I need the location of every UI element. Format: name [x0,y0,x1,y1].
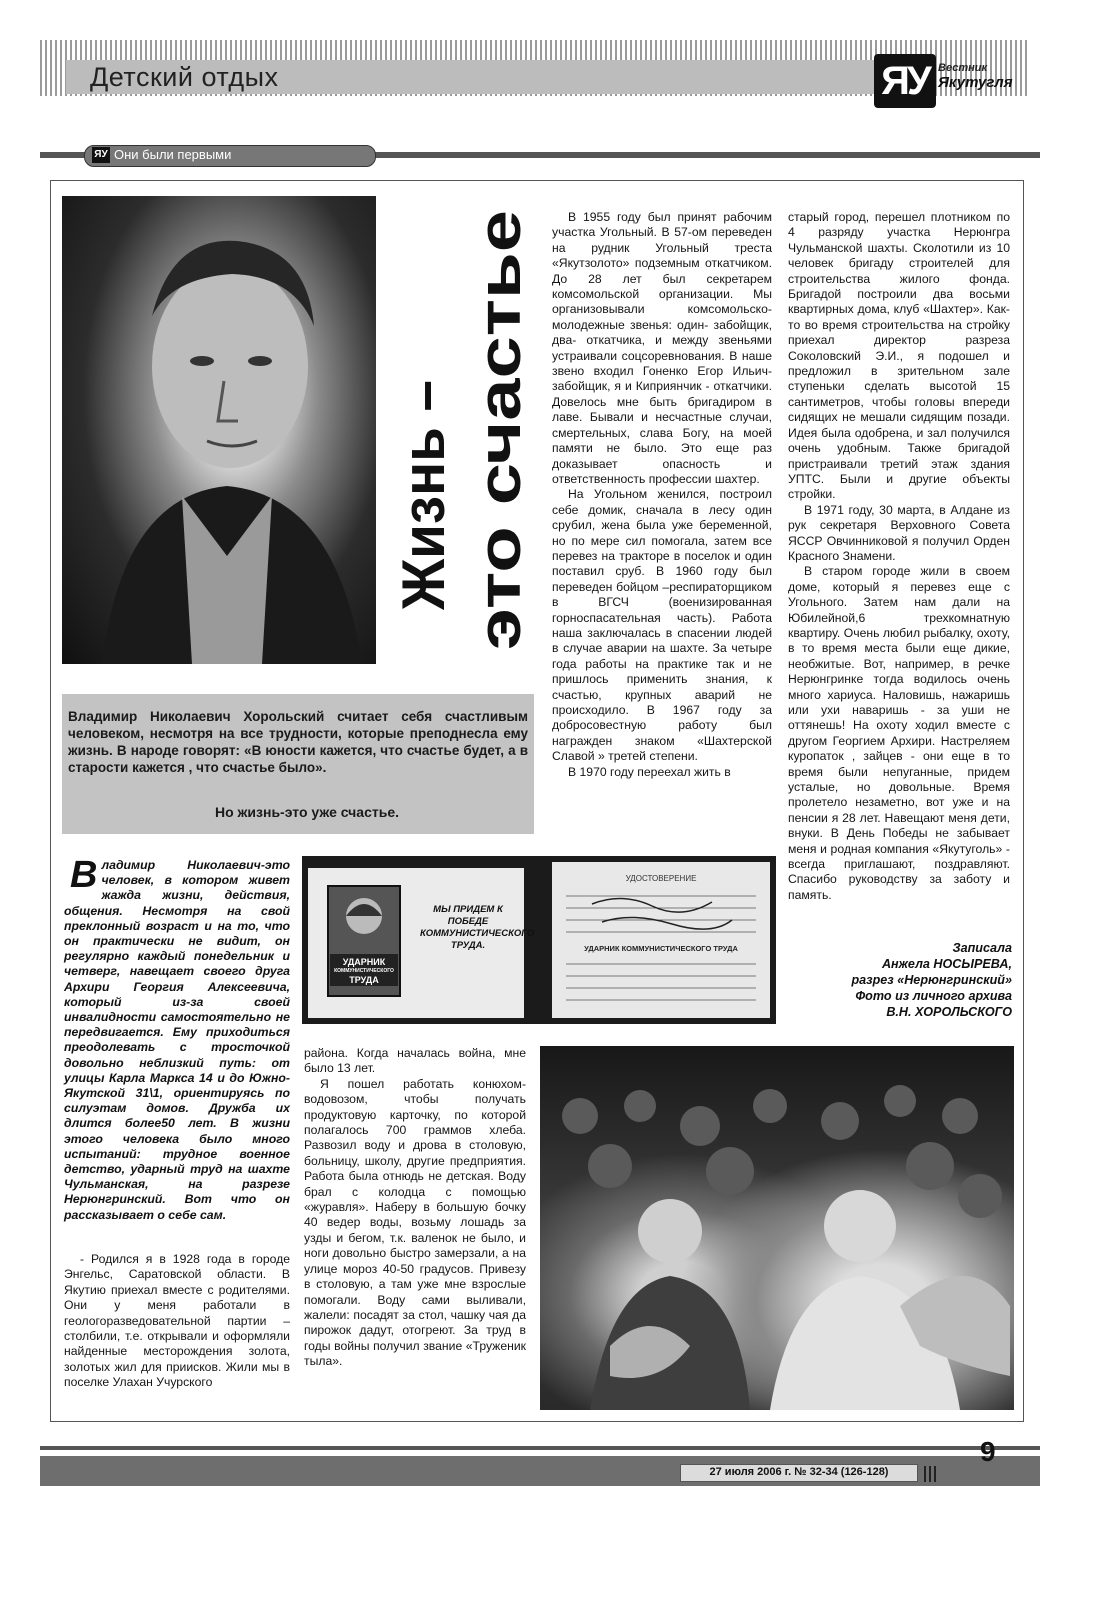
paragraph: В старом городе жили в своем доме, который я перевез еще с Угольного. Затем нам дали на Юбилейной,6 трехкомнатную квартиру. Очень любил рыбалку, охоту, в то время места были еще дикие, необжитые. Вот, например, в речке Нерюнгринке тогда водилось очень много хариуса. Наловишь, нажаришь или ухи наваришь - за уши не оттянешь! На охоту ходил вместе с другом Георгием Архири. Настреляем куропаток , зайцев - они еще в то время были непуганные, придем усталые, но довольные. Время пролетело незаметно, вот уже и на пенсии я 28 лет. Навещают меня дети, внуки. В День Победы не забывает меня и родная компания «Якутуголь» - всегда приглашают, поздравляют. Спасибо руководству за заботу и память. [788,564,1010,902]
portrait-photo [62,196,376,664]
pledge-text: МЫ ПРИДЕМ К ПОБЕДЕ КОММУНИСТИЧЕСКОГО ТРУДА. [420,904,535,951]
logo-small-icon: ЯУ [92,147,110,163]
certificate-title: УДОСТОВЕРЕНИЕ [625,874,697,883]
column-1-bottom [64,1252,290,1391]
signature-line: Записала [952,941,1012,955]
article-signature [780,940,1012,1020]
veterans-photo [540,1046,1014,1410]
intro-text: ладимир Николаевич-это человек, в котором живет жажда жизни, действия, общения. Несмотря на свой преклонный возраст и на то, что он практически не видит, он регулярно каждый понедельник и четверг, навещает своего друга Архири Георгия Алексеевича, который из-за своей инвалидности самостоятельно не передвигается. Ему приходиться преодолевать с тросточкой довольно неблизкий путь: от улицы Карла Маркса 14 и до Южно- Якутской 31\1, ориентируясь по силуэтам домов. Дружба их длится более50 лет. В жизни этого человека было много испытаний: трудное военное детство, ударный труд на шахте Чульманская, на разрезе Нерюнгринский. Вот что он рассказывает о себе сам. [64,858,290,1222]
badge-text: УДАРНИК КОММУНИСТИЧЕСКОГО ТРУДА [334,957,394,985]
paragraph: На Угольном женился, построил себе домик, сначала в лесу один срубил, жена была уже беременной, но по мере сил помогала, затем все перевез на тракторе в поселок и один поставил сруб. В 1960 году был переведен бойцом –респираторщиком в ВГСЧ (военизированная горноспасательная часть). Работа наша заключалась в спасении людей в случае аварии на шахте. За четыре года работы на практике так и не пришлось применить знания, к счастью, крупных аварий не происходило. В 1967 году за добросовестную работу был награжден знаком «Шахтерской Славой » третей степени. [552,487,772,764]
crowd-silhouettes [540,1046,1014,1410]
lead-quote-final: Но жизнь-это уже счастье. [214,804,400,820]
logo-caption-top: Вестник [938,62,988,74]
paragraph: - Родился я в 1928 года в городе Энгельс, Саратовской области. В Якутию приехал вместе с родителями. Они у меня работали в геологоразведовательной партии –столбили, т.е. открывали и оформляли найденные месторождения золота, золотых жил для приисков. Жили мы в поселке Улахан Учурского [64,1252,290,1390]
issue-date: 27 июля 2006 г. № 32-34 (126-128) [709,1466,889,1478]
paragraph: В 1971 году, 30 марта, в Алдане из рук секретаря Верховного Совета ЯССР Овчинниковой я получил Орден Красного Знамени. [788,502,1010,563]
paragraph: района. Когда началась война, мне было 13 лет. [304,1046,526,1076]
logo-caption-bottom: Якутугля [938,74,1013,91]
paragraph: Я пошел работать конюхом-водовозом, чтобы получать продуктовую карточку, по которой полагалось 700 граммов хлеба. Развозил воду и дрова в столовую, больницу, школу, другие предприятия. Работа была отнюдь не детская. Воду брал с колодца с помощью «журавля». Наберу в большую бочку 40 ведер воды, возьму лошадь за узды и бегом, т.к. валенок не было, и ноги довольно быстро замерзали, а на улице мороз 40-50 градусов. Привезу в столовую, а там уже мне взрослые помогали. Воду сами выливали, жалели: посадят за стол, чашку чая да пирожок дадут, отогреют. За труд в годы войны получил звание «Труженик тыла». [304,1076,526,1369]
dropcap: В [70,854,98,896]
paragraph: В 1955 году был принят рабочим участка Угольный. В 57-ом переведен на рудник Угольный треста «Якутзолото» подземным откатчиком. До 28 лет был секретарем комсомольской организации. Мы организовывали комсомольско-молодежные звенья: один- забойщик, два- откатчика, и между звеньями устраивали соцсоревнования. В наше звено входил Гоненко Егор Ильич-забойщик, я и Киприянчик - откатчики. Довелось мне быть бригадиром в лаве. Бывали и несчастные случаи, смертельных, слава Богу, на моей памяти не было. Это еще раз доказывает опасность и ответственность профессии шахтер. [552,210,772,486]
footer-decor-bars [924,1466,938,1482]
paragraph: старый город, перешел плотником по 4 разряду участка Нерюнгра Чульманской шахты. Сколотили из 10 человек бригаду строителей для строительства жилого фонда. Бригадой построили два восьми квартирных дома, клуб «Шахтер». Как-то во время строительства на стройку приехал директор разреза Соколовский Э.И., я подошел и предложил в зрительном зале ступеньки сделать высотой 15 сантиметров, чтобы головы впереди сидящих не мешали сидящим позади. Идея была одобрена, и зал получился очень удобным. Также бригадой пристраивали третий этаж здания УПТС. Были и другие объекты стройки. [788,210,1010,502]
lead-quote-text: Владимир Николаевич Хорольский считает себя счастливым человеком, несмотря на все трудности, которые преподнесла ему жизнь. В народе говорят: «В юности кажется, что счастье будет, а в старости кажется , что счастье было». [68,709,528,775]
column-4 [788,210,1010,903]
subsection-label: Они были первыми [114,147,232,162]
signature-line: Фото из личного архива [855,989,1012,1003]
paragraph: В 1970 году переехал жить в [568,764,731,779]
certificate-lines [552,862,770,1018]
column-3 [552,210,772,780]
portrait-silhouette [62,196,376,664]
signature-author: Анжела НОСЫРЕВА, [881,957,1012,971]
section-title: Детский отдых [90,62,279,92]
column-2-bottom [304,1046,526,1370]
certificate-document-right [552,862,770,1018]
signature-line: В.Н. ХОРОЛЬСКОГО [886,1005,1012,1019]
certificate-text: УДАРНИК КОММУНИСТИЧЕСКОГО ТРУДА [584,944,738,953]
newspaper-logo: ЯУ [874,54,936,108]
headline [372,190,542,660]
headline-line2: это счастье [466,302,533,650]
page-number: 9 [980,1436,996,1467]
footer-rule [40,1446,1040,1450]
intro-paragraph [64,854,290,1223]
award-document-left [308,868,535,1018]
headline-line1: Жизнь – [390,365,457,610]
signature-line: разрез «Нерюнгринский» [851,973,1012,987]
